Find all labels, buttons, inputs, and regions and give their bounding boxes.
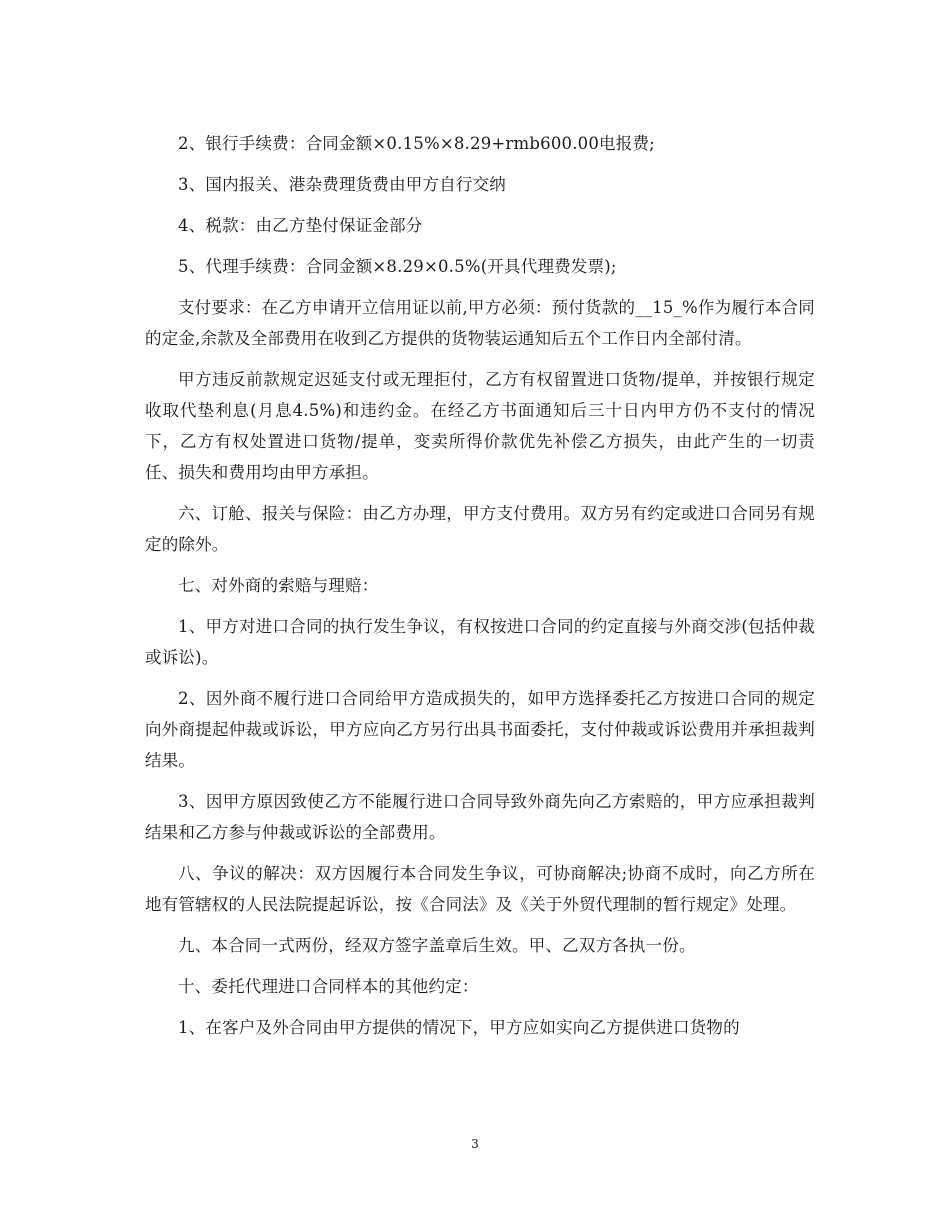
paragraph: 4、税款：由乙方垫付保证金部分 — [178, 216, 423, 235]
paragraph: 十、委托代理进口合同样本的其他约定： — [178, 977, 479, 996]
paragraph: 3、因甲方原因致使乙方不能履行进口合同导致外商先向乙方索赔的，甲方应承担裁判结果和乙方参与仲裁或诉讼的全部费用。 — [145, 792, 815, 842]
paragraph: 七、对外商的索赔与理赔： — [178, 576, 379, 595]
paragraph: 2、银行手续费：合同金额×0.15%×8.29+rmb600.00电报费; — [178, 134, 655, 153]
paragraph: 1、甲方对进口合同的执行发生争议，有权按进口合同的约定直接与外商交涉(包括仲裁或诉讼)。 — [145, 617, 815, 667]
paragraph: 1、在客户及外合同由甲方提供的情况下，甲方应如实向乙方提供进口货物的 — [178, 1018, 740, 1037]
paragraph: 5、代理手续费：合同金额×8.29×0.5%(开具代理费发票); — [178, 257, 617, 276]
page-number: 3 — [471, 1137, 479, 1151]
paragraph: 甲方违反前款规定迟延支付或无理拒付，乙方有权留置进口货物/提单，并按银行规定收取代垫利息(月息4.5%)和违约金。在经乙方书面通知后三十日内甲方仍不支付的情况下，乙方有权处置进口货物/提单，变卖所得价款优先补偿乙方损失，由此产生的一切责任、损失和费用均由甲方承担。 — [145, 370, 815, 482]
paragraph: 支付要求：在乙方申请开立信用证以前,甲方必须：预付货款的__15_%作为履行本合同的定金,余款及全部费用在收到乙方提供的货物装运通知后五个工作日内全部付清。 — [145, 298, 815, 348]
paragraph: 2、因外商不履行进口合同给甲方造成损失的，如甲方选择委托乙方按进口合同的规定向外商提起仲裁或诉讼，甲方应向乙方另行出具书面委托，支付仲裁或诉讼费用并承担裁判结果。 — [145, 689, 815, 770]
paragraph: 九、本合同一式两份，经双方签字盖章后生效。甲、乙双方各执一份。 — [178, 936, 696, 955]
paragraph: 3、国内报关、港杂费理货费由甲方自行交纳 — [178, 175, 506, 194]
paragraph: 六、订舱、报关与保险：由乙方办理，甲方支付费用。双方另有约定或进口合同另有规定的除外。 — [145, 504, 815, 554]
paragraph: 八、争议的解决：双方因履行本合同发生争议，可协商解决;协商不成时，向乙方所在地有管辖权的人民法院提起诉讼，按《合同法》及《关于外贸代理制的暂行规定》处理。 — [145, 864, 815, 914]
document-body — [145, 128, 815, 1053]
